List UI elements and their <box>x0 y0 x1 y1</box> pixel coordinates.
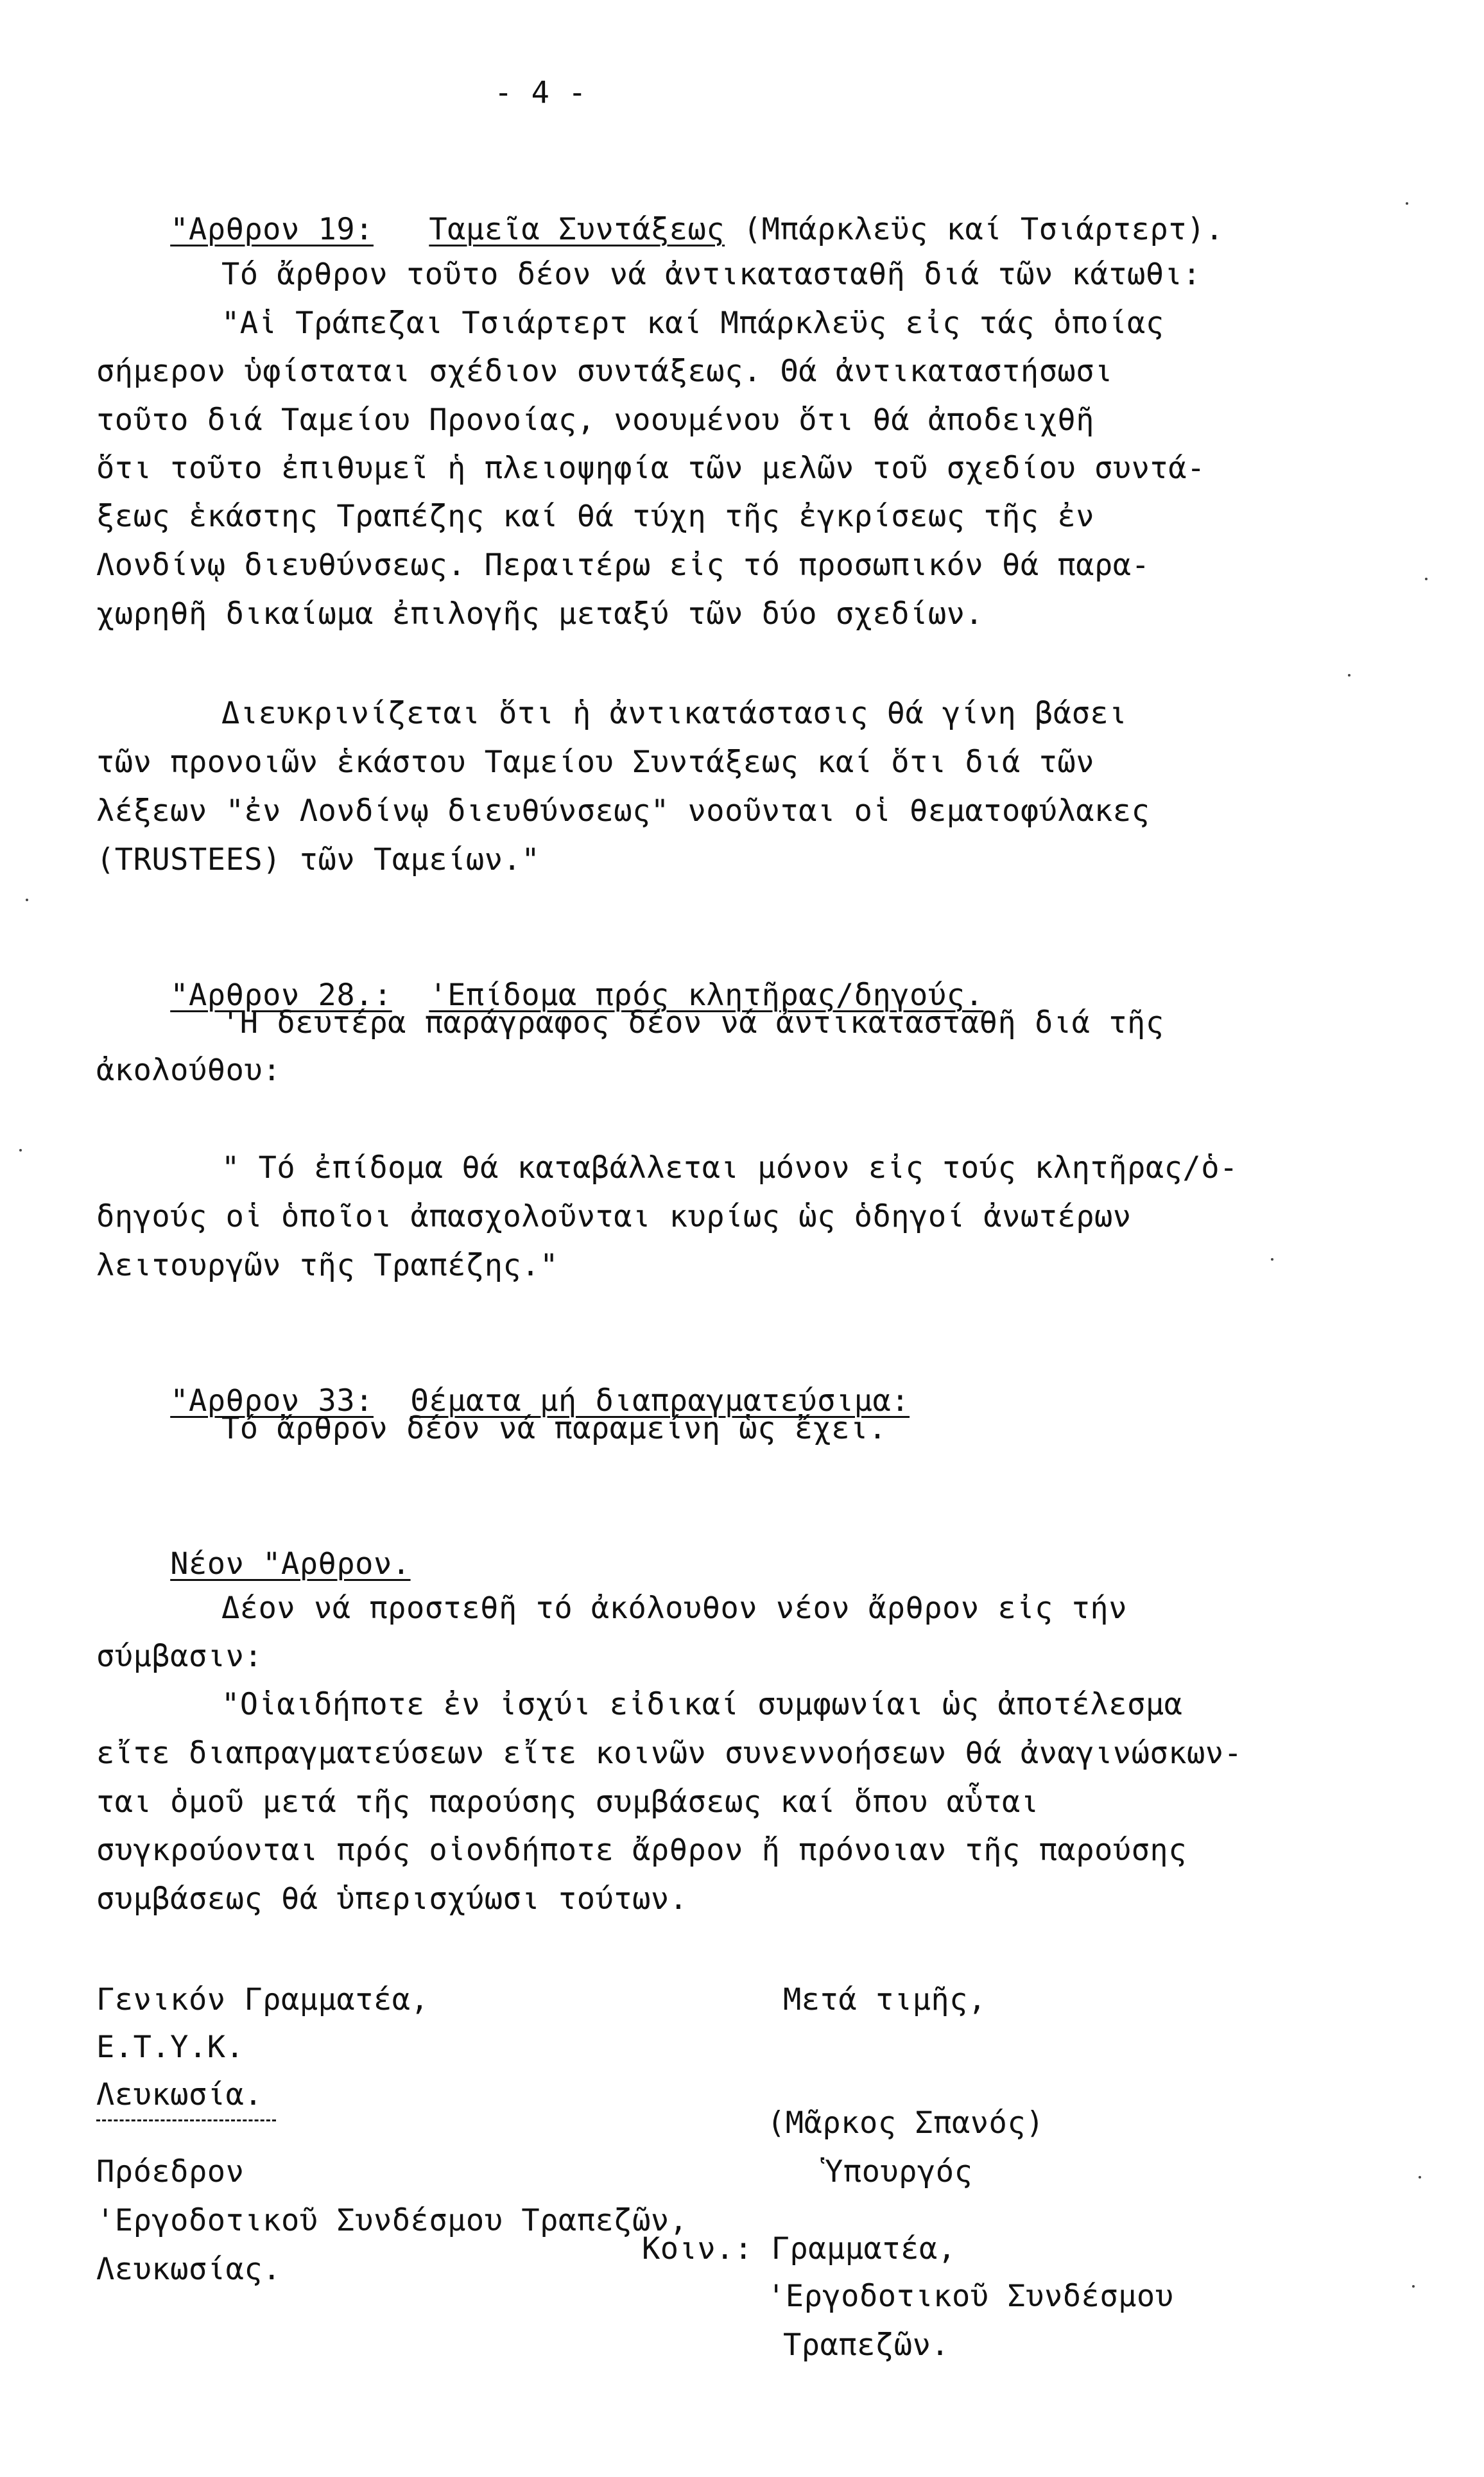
scan-speck <box>1348 674 1350 677</box>
article-28-title: 'Επίδομα πρός κλητῆρας/δηγούς. <box>429 978 984 1013</box>
article-33-title: Θέματα μή διαπραγματεύσιμα: <box>410 1383 910 1419</box>
body-line: σήμερον ὑφίσταται σχέδιον συντάξεως. Θά ἀντικαταστήσωσι <box>96 354 1113 389</box>
body-line: συμβάσεως θά ὑπερισχύωσι τούτων. <box>96 1881 688 1917</box>
body-line: εἴτε διαπραγματεύσεων εἴτε κοινῶν συνεννοήσεων θά ἀναγινώσκων- <box>96 1736 1243 1771</box>
article-33-label: "Αρθρον 33: <box>170 1383 374 1419</box>
new-article-title: Νέον "Αρθρον. <box>170 1546 411 1582</box>
body-line: Λονδίνῳ διευθύνσεως. Περαιτέρω εἰς τό προσωπικόν θά παρα- <box>96 548 1150 583</box>
cc-line: Λευκωσίας. <box>96 2252 281 2287</box>
signatory-name: (Μᾶρκος Σπανός) <box>767 2105 1044 2141</box>
body-line: Τό ἄρθρον δέον νά παραμείνη ὡς ἔχει. <box>221 1411 887 1446</box>
article-19-note: (Μπάρκλεϋς καί Τσιάρτερτ). <box>743 212 1224 247</box>
article-19-title: Ταμεῖα Συντάξεως <box>429 212 725 247</box>
cc-right-line: Τραπεζῶν. <box>783 2327 950 2363</box>
cc-right-line: Κοιν.: Γραμματέα, <box>642 2231 956 2266</box>
body-line: ὅτι τοῦτο ἐπιθυμεῖ ἡ πλειοψηφία τῶν μελῶν τοῦ σχεδίου συντά- <box>96 451 1205 486</box>
body-line: ἀκολούθου: <box>96 1053 281 1088</box>
body-line: "Αἱ Τράπεζαι Τσιάρτερτ καί Μπάρκλεϋς εἰς τάς ὁποίας <box>221 306 1164 341</box>
closing-greeting: Μετά τιμῆς, <box>783 1982 987 2017</box>
article-28-label: "Αρθρον 28.: <box>170 978 392 1013</box>
body-line: " Τό ἐπίδομα θά καταβάλλεται μόνον εἰς τούς κλητῆρας/ὁ- <box>221 1150 1238 1186</box>
body-line: 'Η δευτέρα παράγραφος δέον νά ἀντικατασταθῆ διά τῆς <box>221 1005 1164 1040</box>
body-line: λέξεων "ἐν Λονδίνῳ διευθύνσεως" νοοῦνται οἱ θεματοφύλακες <box>96 793 1150 829</box>
body-line: σύμβασιν: <box>96 1639 263 1674</box>
body-line: "Οἱαιδήποτε ἐν ἰσχύι εἰδικαί συμφωνίαι ὡς ἀποτέλεσμα <box>221 1687 1183 1722</box>
body-line: Δέον νά προστεθῆ τό ἀκόλουθον νέον ἄρθρον εἰς τήν <box>221 1591 1128 1626</box>
body-line: ξεως ἑκάστης Τραπέζης καί θά τύχη τῆς ἐγκρίσεως τῆς ἐν <box>96 499 1095 534</box>
body-line: λειτουργῶν τῆς Τραπέζης." <box>96 1248 558 1283</box>
cc-right-line: 'Εργοδοτικοῦ Συνδέσμου <box>767 2279 1174 2314</box>
scan-speck <box>1406 202 1408 205</box>
body-line: τῶν προνοιῶν ἑκάστου Ταμείου Συντάξεως καί ὅτι διά τῶν <box>96 745 1095 780</box>
scan-speck <box>1419 2176 1421 2179</box>
divider <box>96 2119 276 2121</box>
cc-line: 'Εργοδοτικοῦ Συνδέσμου Τραπεζῶν, <box>96 2203 688 2238</box>
page-number: - 4 - <box>494 75 587 110</box>
signatory-title: Ὑπουργός <box>825 2154 973 2189</box>
scan-speck <box>1271 1258 1273 1261</box>
body-line: τοῦτο διά Ταμείου Προνοίας, νοουμένου ὅτι θά ἀποδειχθῆ <box>96 402 1095 438</box>
body-line: δηγούς οἱ ὁποῖοι ἀπασχολοῦνται κυρίως ὡς ὁδηγοί ἀνωτέρων <box>96 1199 1132 1234</box>
body-line: Διευκρινίζεται ὅτι ἡ ἀντικατάστασις θά γίνη βάσει <box>221 696 1128 731</box>
cc-line: Πρόεδρον <box>96 2154 245 2189</box>
recipient-line: Γενικόν Γραμματέα, <box>96 1982 429 2017</box>
scan-speck <box>26 899 28 901</box>
body-line: (TRUSTEES) τῶν Ταμείων." <box>96 842 540 877</box>
recipient-line: Ε.Τ.Υ.Κ. <box>96 2030 245 2065</box>
body-line: Τό ἄρθρον τοῦτο δέον νά ἀντικατασταθῆ διά τῶν κάτωθι: <box>221 257 1202 292</box>
article-19-label: "Αρθρον 19: <box>170 212 374 247</box>
recipient-city: Λευκωσία. <box>96 2077 263 2112</box>
scan-speck <box>1425 578 1428 580</box>
scan-speck <box>19 1149 22 1152</box>
body-line: χωρηθῆ δικαίωμα ἐπιλογῆς μεταξύ τῶν δύο σχεδίων. <box>96 596 984 632</box>
body-line: συγκρούονται πρός οἱονδήποτε ἄρθρον ἤ πρόνοιαν τῆς παρούσης <box>96 1833 1187 1868</box>
scan-speck <box>1412 2285 1415 2288</box>
body-line: ται ὁμοῦ μετά τῆς παρούσης συμβάσεως καί ὅπου αὗται <box>96 1784 1039 1820</box>
